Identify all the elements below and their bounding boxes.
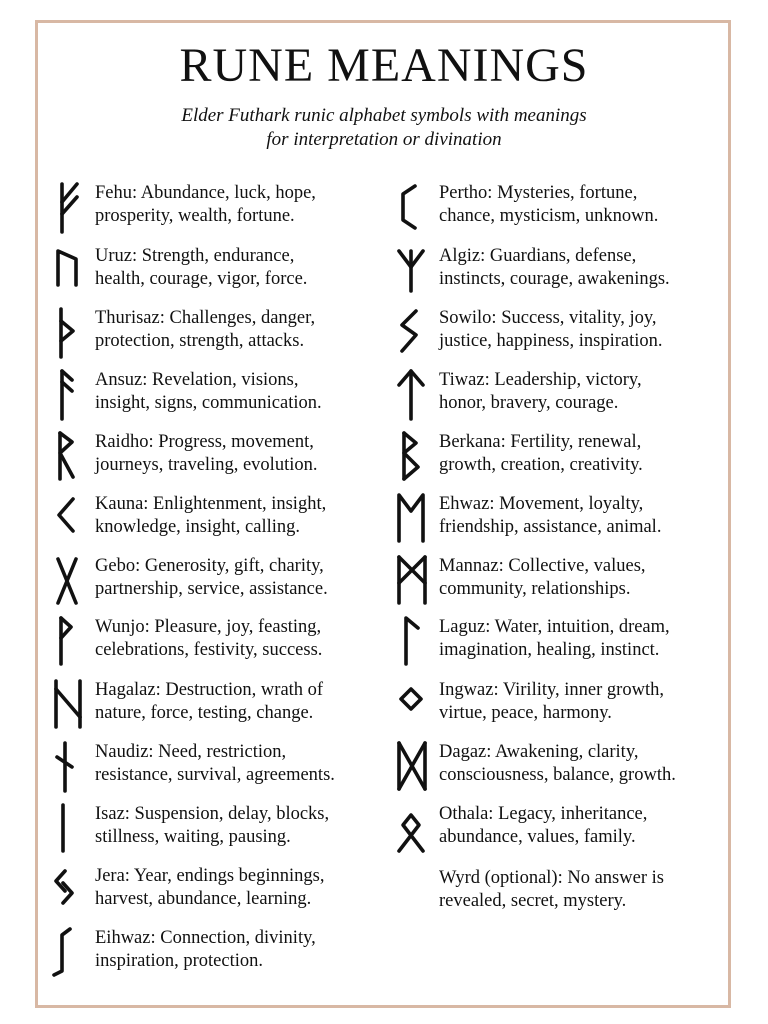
sowilo-rune-icon — [396, 305, 430, 361]
kauna-line-1: Kauna: Enlightenment, insight, — [95, 494, 327, 514]
wyrd-line-2: revealed, secret, mystery. — [439, 891, 627, 911]
rune-entry-uruz — [52, 243, 392, 299]
rune-entry-laguz — [396, 614, 736, 670]
ansuz-rune-icon — [52, 367, 86, 423]
rune-entry-sowilo — [396, 305, 736, 361]
rune-entry-ingwaz — [396, 677, 736, 733]
dagaz-rune-icon — [396, 739, 430, 795]
wunjo-rune-icon — [52, 614, 86, 670]
othala-line-2: abundance, values, family. — [439, 827, 636, 847]
rune-entry-wunjo — [52, 614, 392, 670]
ehwaz-rune-icon — [396, 491, 430, 547]
ingwaz-line-2: virtue, peace, harmony. — [439, 703, 612, 723]
berkana-line-2: growth, creation, creativity. — [439, 455, 643, 475]
rune-entry-eihwaz — [52, 925, 392, 981]
rune-entry-fehu — [52, 180, 392, 236]
raidho-line-1: Raidho: Progress, movement, — [95, 432, 314, 452]
wyrd-line-1: Wyrd (optional): No answer is — [439, 868, 664, 888]
wunjo-line-2: celebrations, festivity, success. — [95, 640, 323, 660]
rune-entry-isaz — [52, 801, 392, 857]
rune-entry-naudiz — [52, 739, 392, 795]
isaz-rune-icon — [52, 801, 86, 857]
jera-rune-icon — [52, 863, 86, 919]
algiz-line-1: Algiz: Guardians, defense, — [439, 246, 637, 266]
hagalaz-line-1: Hagalaz: Destruction, wrath of — [95, 680, 324, 700]
dagaz-line-2: consciousness, balance, growth. — [439, 765, 676, 785]
fehu-line-2: prosperity, wealth, fortune. — [95, 206, 295, 226]
rune-entry-berkana — [396, 429, 736, 485]
uruz-line-1: Uruz: Strength, endurance, — [95, 246, 295, 266]
rune-entry-pertho — [396, 180, 736, 236]
wunjo-line-1: Wunjo: Pleasure, joy, feasting, — [95, 617, 322, 637]
tiwaz-line-2: honor, bravery, courage. — [439, 393, 619, 413]
uruz-rune-icon — [52, 243, 86, 299]
subtitle-line-2: for interpretation or divination — [266, 129, 502, 150]
jera-line-1: Jera: Year, endings beginnings, — [95, 866, 325, 886]
mannaz-rune-icon — [396, 553, 430, 609]
rune-entry-dagaz — [396, 739, 736, 795]
rune-entry-hagalaz — [52, 677, 392, 733]
ansuz-line-1: Ansuz: Revelation, visions, — [95, 370, 299, 390]
eihwaz-rune-icon — [52, 925, 86, 981]
tiwaz-rune-icon — [396, 367, 430, 423]
rune-entry-othala — [396, 801, 736, 857]
naudiz-line-1: Naudiz: Need, restriction, — [95, 742, 287, 762]
rune-entry-ansuz — [52, 367, 392, 423]
gebo-line-2: partnership, service, assistance. — [95, 579, 328, 599]
gebo-line-1: Gebo: Generosity, gift, charity, — [95, 556, 324, 576]
raidho-line-2: journeys, traveling, evolution. — [95, 455, 318, 475]
fehu-rune-icon — [52, 180, 86, 236]
eihwaz-line-2: inspiration, protection. — [95, 951, 264, 971]
rune-entry-kauna — [52, 491, 392, 547]
ehwaz-line-2: friendship, assistance, animal. — [439, 517, 662, 537]
rune-entry-algiz — [396, 243, 736, 299]
isaz-line-1: Isaz: Suspension, delay, blocks, — [95, 804, 330, 824]
uruz-line-2: health, courage, vigor, force. — [95, 269, 308, 289]
fehu-line-1: Fehu: Abundance, luck, hope, — [95, 183, 316, 203]
rune-entry-thurisaz — [52, 305, 392, 361]
othala-rune-icon — [396, 801, 430, 857]
rune-entry-jera — [52, 863, 392, 919]
subtitle — [0, 104, 768, 152]
raidho-rune-icon — [52, 429, 86, 485]
laguz-line-1: Laguz: Water, intuition, dream, — [439, 617, 670, 637]
berkana-rune-icon — [396, 429, 430, 485]
kauna-line-2: knowledge, insight, calling. — [95, 517, 301, 537]
algiz-rune-icon — [396, 243, 430, 299]
isaz-line-2: stillness, waiting, pausing. — [95, 827, 291, 847]
naudiz-line-2: resistance, survival, agreements. — [95, 765, 335, 785]
ingwaz-rune-icon — [396, 677, 430, 733]
ingwaz-line-1: Ingwaz: Virility, inner growth, — [439, 680, 664, 700]
hagalaz-line-2: nature, force, testing, change. — [95, 703, 314, 723]
mannaz-line-1: Mannaz: Collective, values, — [439, 556, 646, 576]
gebo-rune-icon — [52, 553, 86, 609]
subtitle-line-1: Elder Futhark runic alphabet symbols with meanings — [181, 105, 587, 126]
eihwaz-line-1: Eihwaz: Connection, divinity, — [95, 928, 316, 948]
rune-entry-gebo — [52, 553, 392, 609]
rune-entry-ehwaz — [396, 491, 736, 547]
sowilo-line-2: justice, happiness, inspiration. — [439, 331, 663, 351]
rune-entry-raidho — [52, 429, 392, 485]
berkana-line-1: Berkana: Fertility, renewal, — [439, 432, 642, 452]
thurisaz-line-2: protection, strength, attacks. — [95, 331, 305, 351]
mannaz-line-2: community, relationships. — [439, 579, 631, 599]
thurisaz-line-1: Thurisaz: Challenges, danger, — [95, 308, 316, 328]
algiz-line-2: instincts, courage, awakenings. — [439, 269, 670, 289]
ansuz-line-2: insight, signs, communication. — [95, 393, 322, 413]
ehwaz-line-1: Ehwaz: Movement, loyalty, — [439, 494, 644, 514]
sowilo-line-1: Sowilo: Success, vitality, joy, — [439, 308, 657, 328]
laguz-rune-icon — [396, 614, 430, 670]
dagaz-line-1: Dagaz: Awakening, clarity, — [439, 742, 639, 762]
thurisaz-rune-icon — [52, 305, 86, 361]
naudiz-rune-icon — [52, 739, 86, 795]
pertho-line-2: chance, mysticism, unknown. — [439, 206, 659, 226]
tiwaz-line-1: Tiwaz: Leadership, victory, — [439, 370, 642, 390]
page-title: RUNE MEANINGS — [179, 39, 589, 92]
rune-entry-mannaz — [396, 553, 736, 609]
pertho-line-1: Pertho: Mysteries, fortune, — [439, 183, 638, 203]
laguz-line-2: imagination, healing, instinct. — [439, 640, 660, 660]
othala-line-1: Othala: Legacy, inheritance, — [439, 804, 648, 824]
pertho-rune-icon — [396, 180, 430, 236]
rune-entry-wyrd — [396, 865, 736, 921]
kauna-rune-icon — [52, 491, 86, 547]
hagalaz-rune-icon — [52, 677, 86, 733]
jera-line-2: harvest, abundance, learning. — [95, 889, 312, 909]
rune-entry-tiwaz — [396, 367, 736, 423]
